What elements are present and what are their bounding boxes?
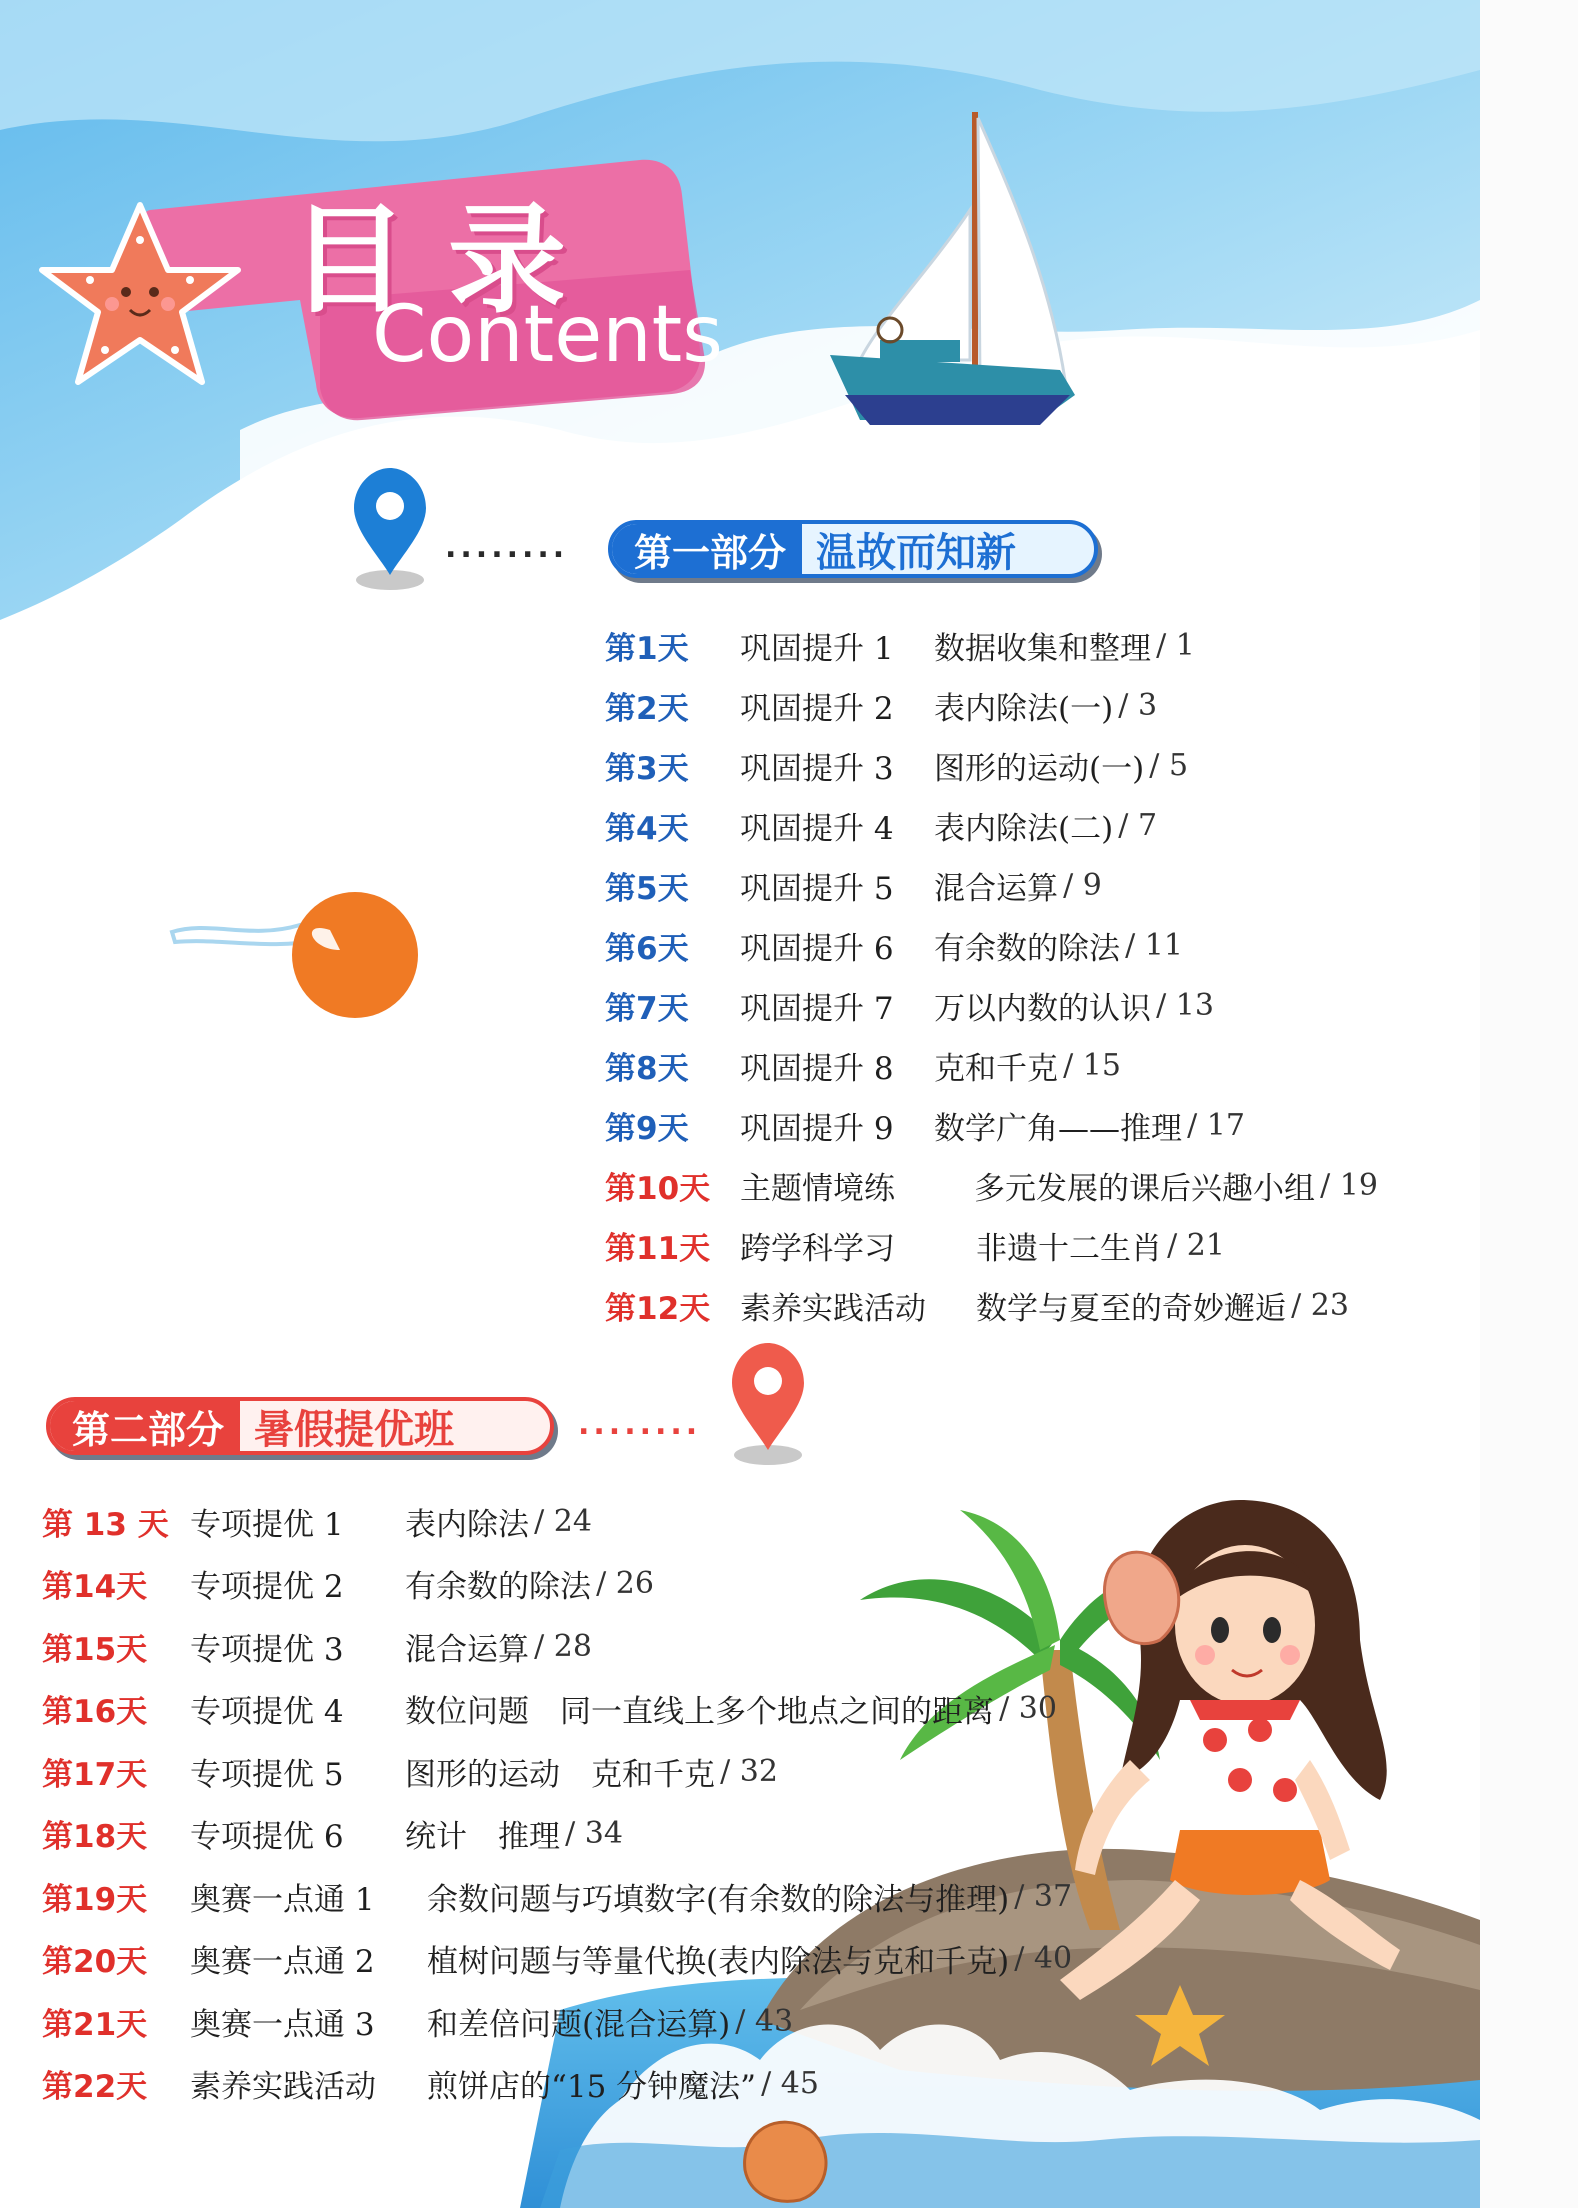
day-label: 第7天 (605, 990, 689, 1027)
part2-number: 第二部分 (50, 1401, 240, 1451)
toc-row[interactable] (605, 1035, 1378, 1095)
day-label: 第16天 (42, 1694, 148, 1731)
page-title: 目录 (290, 191, 607, 329)
topic-label: 植树问题与等量代换(表内除法与克和千克) (427, 1944, 1010, 1981)
topic-label: 表内除法 (405, 1506, 529, 1543)
toc-row[interactable] (605, 855, 1378, 915)
toc-row[interactable] (42, 1803, 1072, 1866)
toc-row[interactable] (605, 1095, 1378, 1155)
topic-label: 数位问题 同一直线上多个地点之间的距离 (405, 1694, 994, 1731)
topic-label: 万以内数的认识 (934, 990, 1151, 1027)
day-label: 第2天 (605, 690, 689, 727)
category-label: 奥赛一点通 2 (190, 1944, 375, 1981)
topic-label: 非遗十二生肖 (976, 1230, 1162, 1267)
toc-row[interactable] (42, 1928, 1072, 1991)
page-number: / 17 (1187, 1107, 1245, 1143)
day-label: 第20天 (42, 1944, 148, 1981)
sun-icon (172, 892, 418, 1018)
toc-row[interactable] (42, 1865, 1072, 1928)
category-label: 专项提优 5 (190, 1756, 344, 1793)
toc-row[interactable] (42, 1740, 1072, 1803)
category-label: 专项提优 1 (190, 1506, 344, 1543)
seashell-icon (745, 2122, 826, 2201)
part2-heading[interactable] (46, 1397, 554, 1455)
topic-label: 表内除法(一) (934, 690, 1114, 727)
page-number: / 19 (1320, 1167, 1378, 1203)
toc-row[interactable] (42, 1990, 1072, 2053)
topic-label: 有余数的除法 (934, 930, 1120, 967)
toc-row[interactable] (42, 1678, 1072, 1741)
page-number: / 15 (1063, 1047, 1121, 1083)
part1-name: 温故而知新 (816, 529, 1017, 576)
category-label: 巩固提升 2 (740, 690, 894, 727)
category-label: 专项提优 2 (190, 1569, 344, 1606)
toc-row[interactable] (42, 1553, 1072, 1616)
toc-row[interactable] (605, 795, 1378, 855)
day-label: 第9天 (605, 1110, 689, 1147)
page-number: / 30 (999, 1691, 1057, 1727)
toc-row[interactable] (605, 1275, 1378, 1335)
category-label: 专项提优 6 (190, 1819, 344, 1856)
category-label: 巩固提升 1 (740, 630, 894, 667)
page-number: / 7 (1118, 807, 1158, 843)
part2-toc (42, 1490, 1072, 2115)
topic-label: 图形的运动(一) (934, 750, 1145, 787)
category-label: 素养实践活动 (190, 2069, 376, 2106)
day-label: 第19天 (42, 1881, 148, 1918)
page-number: / 45 (761, 2066, 819, 2102)
category-label: 巩固提升 4 (740, 810, 894, 847)
part2-name: 暑假提优班 (254, 1406, 455, 1453)
toc-row[interactable] (42, 1615, 1072, 1678)
page-number: / 24 (534, 1503, 592, 1539)
category-label: 巩固提升 3 (740, 750, 894, 787)
topic-label: 数学与夏至的奇妙邂逅 (976, 1290, 1286, 1327)
topic-label: 多元发展的课后兴趣小组 (974, 1170, 1315, 1207)
seashell-icon (1104, 1552, 1178, 1643)
day-label: 第4天 (605, 810, 689, 847)
page-number: / 32 (720, 1753, 778, 1789)
toc-row[interactable] (605, 675, 1378, 735)
toc-row[interactable] (605, 975, 1378, 1035)
toc-row[interactable] (605, 1215, 1378, 1275)
day-label: 第15天 (42, 1631, 148, 1668)
day-label: 第5天 (605, 870, 689, 907)
page-number: / 5 (1149, 747, 1189, 783)
part1-heading[interactable] (608, 520, 1098, 578)
day-label: 第14天 (42, 1569, 148, 1606)
part1-toc (605, 615, 1378, 1335)
page-number: / 1 (1156, 627, 1195, 663)
toc-row[interactable] (42, 2053, 1072, 2116)
day-label: 第21天 (42, 2006, 148, 2043)
day-label: 第11天 (605, 1230, 711, 1267)
day-label: 第6天 (605, 930, 689, 967)
topic-label: 有余数的除法 (405, 1569, 591, 1606)
topic-label: 数学广角——推理 (934, 1110, 1182, 1147)
topic-label: 混合运算 (934, 870, 1058, 907)
dotted-connector: ........ (578, 1407, 702, 1442)
day-label: 第18天 (42, 1819, 148, 1856)
category-label: 奥赛一点通 3 (190, 2006, 375, 2043)
topic-label: 数据收集和整理 (934, 630, 1151, 667)
day-label: 第8天 (605, 1050, 689, 1087)
page-number: / 43 (735, 2003, 794, 2039)
category-label: 专项提优 4 (190, 1694, 344, 1731)
toc-row[interactable] (605, 1155, 1378, 1215)
page-number: / 34 (565, 1816, 623, 1852)
toc-row[interactable] (605, 615, 1378, 675)
page-number: / 23 (1291, 1287, 1349, 1323)
category-label: 巩固提升 5 (740, 870, 894, 907)
day-label: 第12天 (605, 1290, 711, 1327)
category-label: 素养实践活动 (740, 1290, 926, 1327)
page-edge (1480, 0, 1578, 2208)
category-label: 巩固提升 8 (740, 1050, 894, 1087)
category-label: 巩固提升 6 (740, 930, 894, 967)
page-number: / 9 (1063, 867, 1102, 903)
page-subtitle: Contents (372, 290, 723, 380)
day-label: 第17天 (42, 1756, 148, 1793)
category-label: 巩固提升 7 (740, 990, 894, 1027)
page-number: / 26 (596, 1566, 654, 1602)
toc-row[interactable] (605, 735, 1378, 795)
page-number: / 37 (1014, 1878, 1073, 1914)
category-label: 巩固提升 9 (740, 1110, 894, 1147)
day-label: 第10天 (605, 1170, 711, 1207)
topic-label: 克和千克 (934, 1050, 1058, 1087)
part1-number: 第一部分 (612, 524, 802, 574)
page-number: / 28 (534, 1628, 592, 1664)
location-pin-icon (732, 1343, 804, 1465)
topic-label: 统计 推理 (405, 1819, 560, 1856)
toc-row[interactable] (605, 915, 1378, 975)
dotted-connector: ........ (445, 530, 569, 565)
category-label: 跨学科学习 (740, 1230, 895, 1267)
category-label: 奥赛一点通 1 (190, 1881, 375, 1918)
toc-row[interactable] (42, 1490, 1072, 1553)
topic-label: 图形的运动 克和千克 (405, 1756, 715, 1793)
location-pin-icon (354, 468, 426, 590)
page-number: / 13 (1156, 987, 1214, 1023)
topic-label: 表内除法(二) (934, 810, 1114, 847)
page-number: / 21 (1167, 1227, 1225, 1263)
topic-label: 煎饼店的“15 分钟魔法” (427, 2069, 756, 2106)
day-label: 第3天 (605, 750, 689, 787)
topic-label: 和差倍问题(混合运算) (427, 2006, 731, 2043)
topic-label: 混合运算 (405, 1631, 529, 1668)
page-number: / 11 (1125, 927, 1183, 963)
day-label: 第22天 (42, 2069, 148, 2106)
category-label: 主题情境练 (740, 1170, 895, 1207)
day-label: 第1天 (605, 630, 689, 667)
page-number: / 40 (1014, 1941, 1073, 1977)
category-label: 专项提优 3 (190, 1631, 344, 1668)
day-label: 第 13 天 (42, 1506, 169, 1543)
page-number: / 3 (1118, 687, 1158, 723)
topic-label: 余数问题与巧填数字(有余数的除法与推理) (427, 1881, 1010, 1918)
